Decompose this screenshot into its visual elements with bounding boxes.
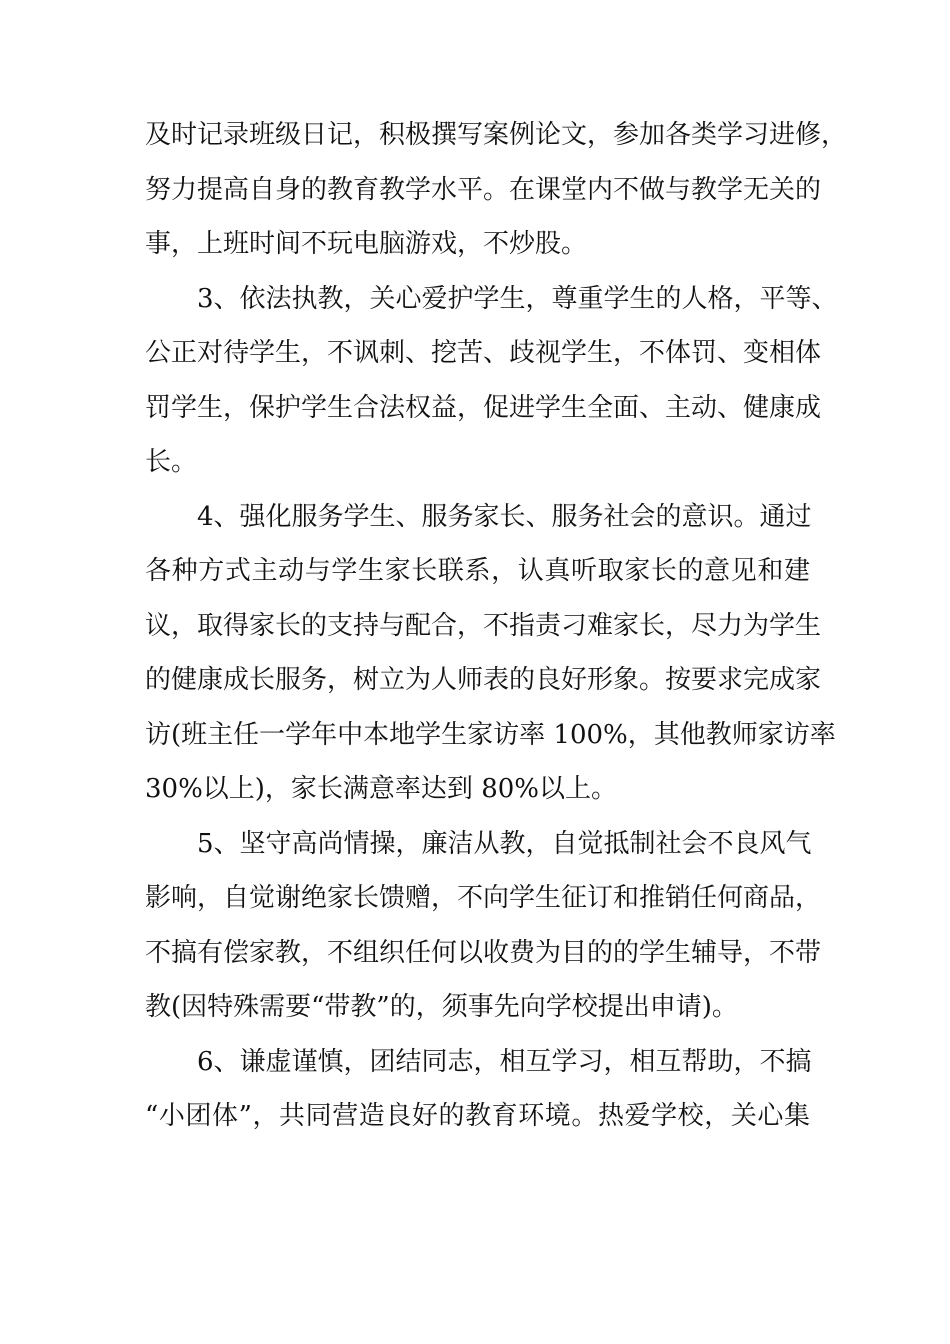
- text-line: 议，取得家长的支持与配合，不指责刁难家长，尽力为学生: [145, 610, 822, 641]
- paragraph-5-start: 5、坚守高尚情操，廉洁从教，自觉抵制社会不良风气: [197, 828, 812, 859]
- text-line: 影响，自觉谢绝家长馈赠，不向学生征订和推销任何商品，: [145, 883, 822, 913]
- text-line: 教(因特殊需要“带教”的，须事先向学校提出申请)。: [145, 992, 738, 1022]
- document-body: [145, 108, 848, 1144]
- text-line: “小团体”，共同营造良好的教育环境。热爱学校，关心集: [145, 1101, 810, 1131]
- text-line: 及时记录班级日记，积极撰写案例论文，参加各类学习进修，: [145, 120, 848, 150]
- text-line: 不搞有偿家教，不组织任何以收费为目的的学生辅导，不带: [145, 937, 822, 968]
- text-line: 公正对待学生，不讽刺、挖苦、歧视学生，不体罚、变相体: [145, 338, 822, 368]
- text-line: 长。: [145, 447, 198, 477]
- text-line: 罚学生，保护学生合法权益，促进学生全面、主动、健康成: [145, 392, 822, 423]
- paragraph-6-start: 6、谦虚谨慎，团结同志，相互学习，相互帮助，不搞: [197, 1046, 812, 1077]
- paragraph-4-start: 4、强化服务学生、服务家长、服务社会的意识。通过: [197, 501, 812, 532]
- text-line: 事，上班时间不玩电脑游戏，不炒股。: [145, 229, 588, 259]
- text-line: 访(班主任一学年中本地学生家访率 100%，其他教师家访率: [145, 719, 836, 750]
- text-line: 30%以上)，家长满意率达到 80%以上。: [145, 774, 617, 804]
- text-line: 的健康成长服务，树立为人师表的良好形象。按要求完成家: [145, 665, 822, 695]
- paragraph-3-start: 3、依法执教，关心爱护学生，尊重学生的人格，平等、: [197, 283, 838, 314]
- text-line: 各种方式主动与学生家长联系，认真听取家长的意见和建: [145, 556, 810, 586]
- text-line: 努力提高自身的教育教学水平。在课堂内不做与教学无关的: [145, 174, 822, 205]
